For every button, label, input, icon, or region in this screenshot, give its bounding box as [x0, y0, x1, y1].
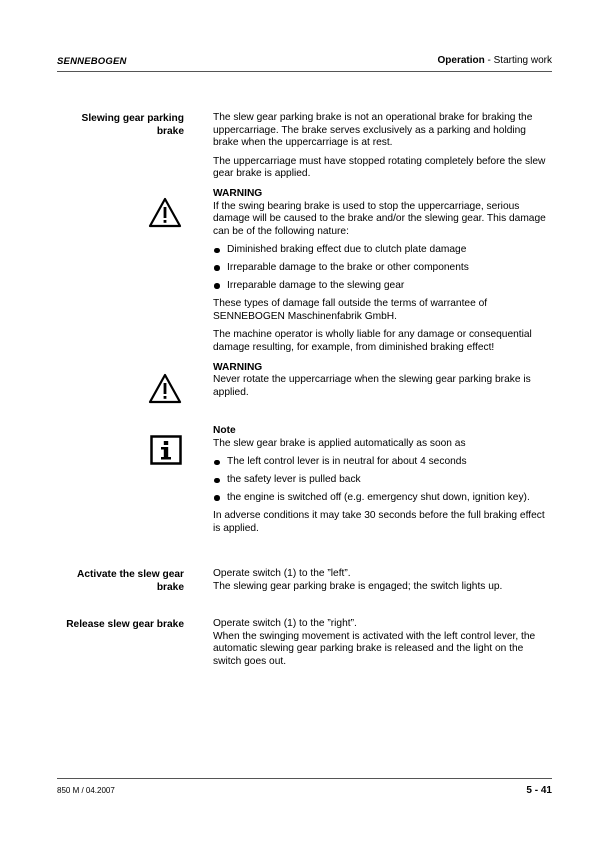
slewing-paragraph-5: In adverse conditions it may take 30 seconds before the full braking effect is applied.	[213, 510, 545, 534]
brand-logo: SENNEBOGEN	[57, 56, 127, 67]
note-text: The slew gear brake is applied automatically as soon as	[213, 437, 466, 449]
activate-section-label	[49, 568, 184, 594]
release-line-2: When the swinging movement is activated with the left control lever, the automatic slewing gear parking brake is released and the light on the switch goes out.	[213, 630, 536, 667]
slewing-paragraph-4: The machine operator is wholly liable for any damage or consequential damage resulting, for example, from diminished braking effect!	[213, 329, 532, 353]
release-label: Release slew gear brake	[66, 619, 184, 630]
slewing-paragraph-2: The uppercarriage must have stopped rotating completely before the slew gear brake is applied.	[213, 155, 546, 180]
slewing-paragraph-3: These types of damage fall outside the terms of warrantee of SENNEBOGEN Maschinenfabrik GmbH.	[213, 298, 488, 322]
warning-triangle-icon	[148, 197, 182, 228]
section-header-bold: Operation	[437, 55, 485, 66]
bullet-item: the engine is switched off (e.g. emergency shut down, ignition key).	[213, 492, 553, 505]
note-title: Note	[213, 425, 236, 437]
release-section-label	[49, 618, 184, 631]
release-line-1: Operate switch (1) to the ”right”.	[213, 618, 357, 629]
bullet-item: Diminished braking effect due to clutch plate damage	[213, 244, 553, 257]
warning-triangle-icon	[148, 373, 182, 404]
activate-section-body	[213, 568, 553, 593]
slewing-section-label	[49, 112, 184, 138]
release-section-body	[213, 618, 553, 668]
activate-label-line2: brake	[156, 582, 184, 593]
warning-2-text: Never rotate the uppercarriage when the slewing gear parking brake is applied.	[213, 374, 531, 398]
warning-1-title: WARNING	[213, 187, 263, 199]
slewing-label-line2: brake	[156, 126, 184, 137]
bullet-item: The left control lever is in neutral for about 4 seconds	[213, 456, 553, 469]
slewing-label-line1: Slewing gear parking	[81, 113, 184, 124]
footer-model: 850 M / 04.2007	[57, 786, 115, 795]
section-header-rest: - Starting work	[484, 55, 552, 66]
bullet-item: Irreparable damage to the slewing gear	[213, 280, 553, 293]
header-divider	[57, 71, 552, 72]
warning-1-text: If the swing bearing brake is used to stop the uppercarriage, serious damage will be caused to the brake and/or the slewing gear. This damage can be of the following nature:	[213, 200, 546, 237]
section-header	[438, 55, 552, 66]
activate-label-line1: Activate the slew gear	[76, 569, 184, 580]
bullet-item: Irreparable damage to the brake or other components	[213, 262, 553, 275]
warning-2-title: WARNING	[213, 361, 263, 373]
page-number: 5 - 41	[526, 785, 552, 796]
slewing-paragraph-1: The slew gear parking brake is not an operational brake for braking the uppercarriage. The brake serves exclusively as a parking and holding brake when the uppercarriage is at rest.	[213, 112, 533, 149]
info-icon	[150, 435, 182, 465]
bullet-item: the safety lever is pulled back	[213, 474, 553, 487]
footer-divider	[57, 778, 552, 779]
activate-line-2: The slewing gear parking brake is engaged; the switch lights up.	[213, 580, 503, 592]
activate-line-1: Operate switch (1) to the ”left”.	[213, 568, 351, 579]
slewing-section-body	[213, 112, 553, 541]
